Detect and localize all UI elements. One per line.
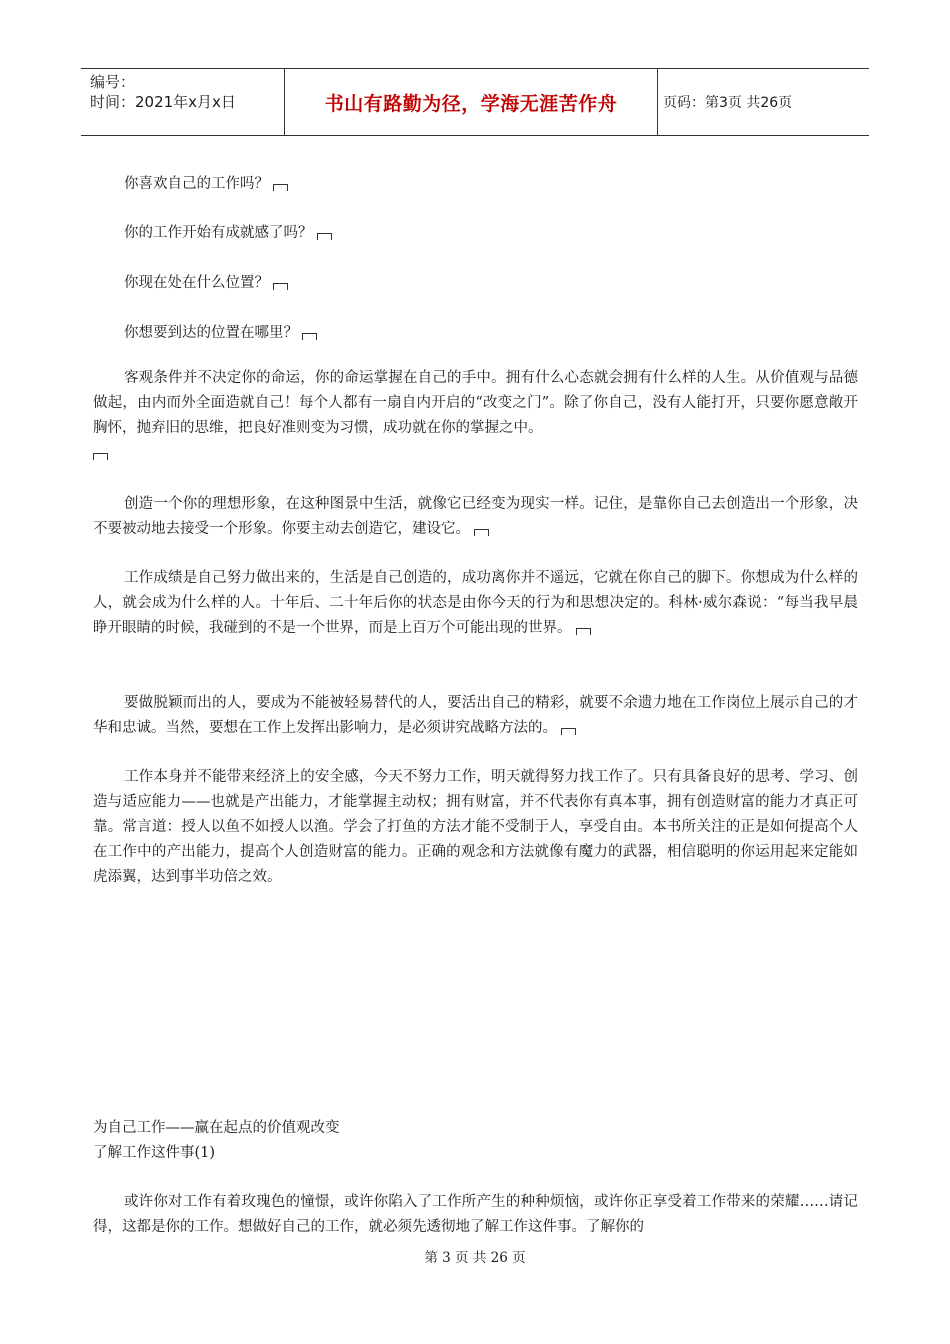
- number-label: 编号：: [90, 73, 136, 91]
- header-motto-cell: [284, 69, 658, 135]
- motto: 书山有路勤为径，学海无涯苦作舟: [324, 92, 618, 115]
- question-2: 你的工作开始有成就感了吗？: [124, 221, 332, 242]
- paragraph-mark-icon: [273, 184, 288, 191]
- question-1: 你喜欢自己的工作吗？: [124, 172, 288, 193]
- paragraph-mark-icon: [576, 628, 591, 635]
- header-page-code-cell: [658, 69, 869, 135]
- page-header: [81, 68, 869, 136]
- section-title: 为自己工作——赢在起点的价值观改变: [93, 1120, 340, 1136]
- question-3: 你现在处在什么位置？: [124, 271, 288, 292]
- page-code: 页码：第3页 共26页: [663, 95, 793, 111]
- paragraph-mark-icon: [561, 728, 576, 735]
- paragraph-mark-icon: [93, 453, 108, 460]
- paragraph-mark-icon: [302, 333, 317, 340]
- paragraph-mark-icon: [474, 529, 489, 536]
- paragraph-4: 要做脱颖而出的人，要成为不能被轻易替代的人，要活出自己的精彩，就要不余遗力地在工作岗位上展示自己的才华和忠诚。当然，要想在工作上发挥出影响力，是必须讲究战略方法的。: [93, 695, 858, 736]
- paragraph-3: 工作成绩是自己努力做出来的，生活是自己创造的，成功离你并不遥远，它就在你自己的脚下。你想成为什么样的人，就会成为什么样的人。十年后、二十年后你的状态是由你今天的行为和思想决定的。科林·威尔森说：“每当我早晨睁开眼睛的时候，我碰到的不是一个世界，而是上百万个可能出现的世界。: [93, 570, 858, 636]
- paragraph-mark-icon: [317, 233, 332, 240]
- paragraph-2: 创造一个你的理想形象，在这种图景中生活，就像它已经变为现实一样。记住，是靠你自己去创造出一个形象，决不要被动地去接受一个形象。你要主动去创造它，建设它。: [93, 496, 858, 537]
- section-paragraph: 或许你对工作有着玫瑰色的憧憬，或许你陷入了工作所产生的种种烦恼，或许你正享受着工作带来的荣耀……请记得，这都是你的工作。想做好自己的工作，就必须先透彻地了解工作这件事。了解你的: [93, 1194, 858, 1235]
- header-meta: [81, 69, 284, 135]
- paragraph-5: 工作本身并不能带来经济上的安全感，今天不努力工作，明天就得努力找工作了。只有具备良好的思考、学习、创造与适应能力——也就是产出能力，才能掌握主动权；拥有财富，并不代表你有真本事，拥有创造财富的能力才真正可靠。常言道：授人以鱼不如授人以渔。学会了打鱼的方法才能不受制于人，享受自由。本书所关注的正是如何提高个人在工作中的产出能力，提高个人创造财富的能力。正确的观念和方法就像有魔力的武器，相信聪明的你运用起来定能如虎添翼，达到事半功倍之效。: [93, 769, 858, 885]
- page-footer: 第 3 页 共 26 页: [424, 1250, 526, 1266]
- question-4: 你想要到达的位置在哪里？: [124, 321, 317, 342]
- paragraph-1: 客观条件并不决定你的命运，你的命运掌握在自己的手中。拥有什么心态就会拥有什么样的人生。从价值观与品德做起，由内而外全面造就自己！每个人都有一扇自内开启的“改变之门”。除了你自己，没有人能打开，只要你愿意敞开胸怀，抛弃旧的思维，把良好准则变为习惯，成功就在你的掌握之中。: [93, 366, 858, 466]
- time-label: 时间：2021年x月x日: [90, 93, 236, 111]
- paragraph-mark-icon: [273, 283, 288, 290]
- section-subtitle: 了解工作这件事(1): [93, 1145, 216, 1161]
